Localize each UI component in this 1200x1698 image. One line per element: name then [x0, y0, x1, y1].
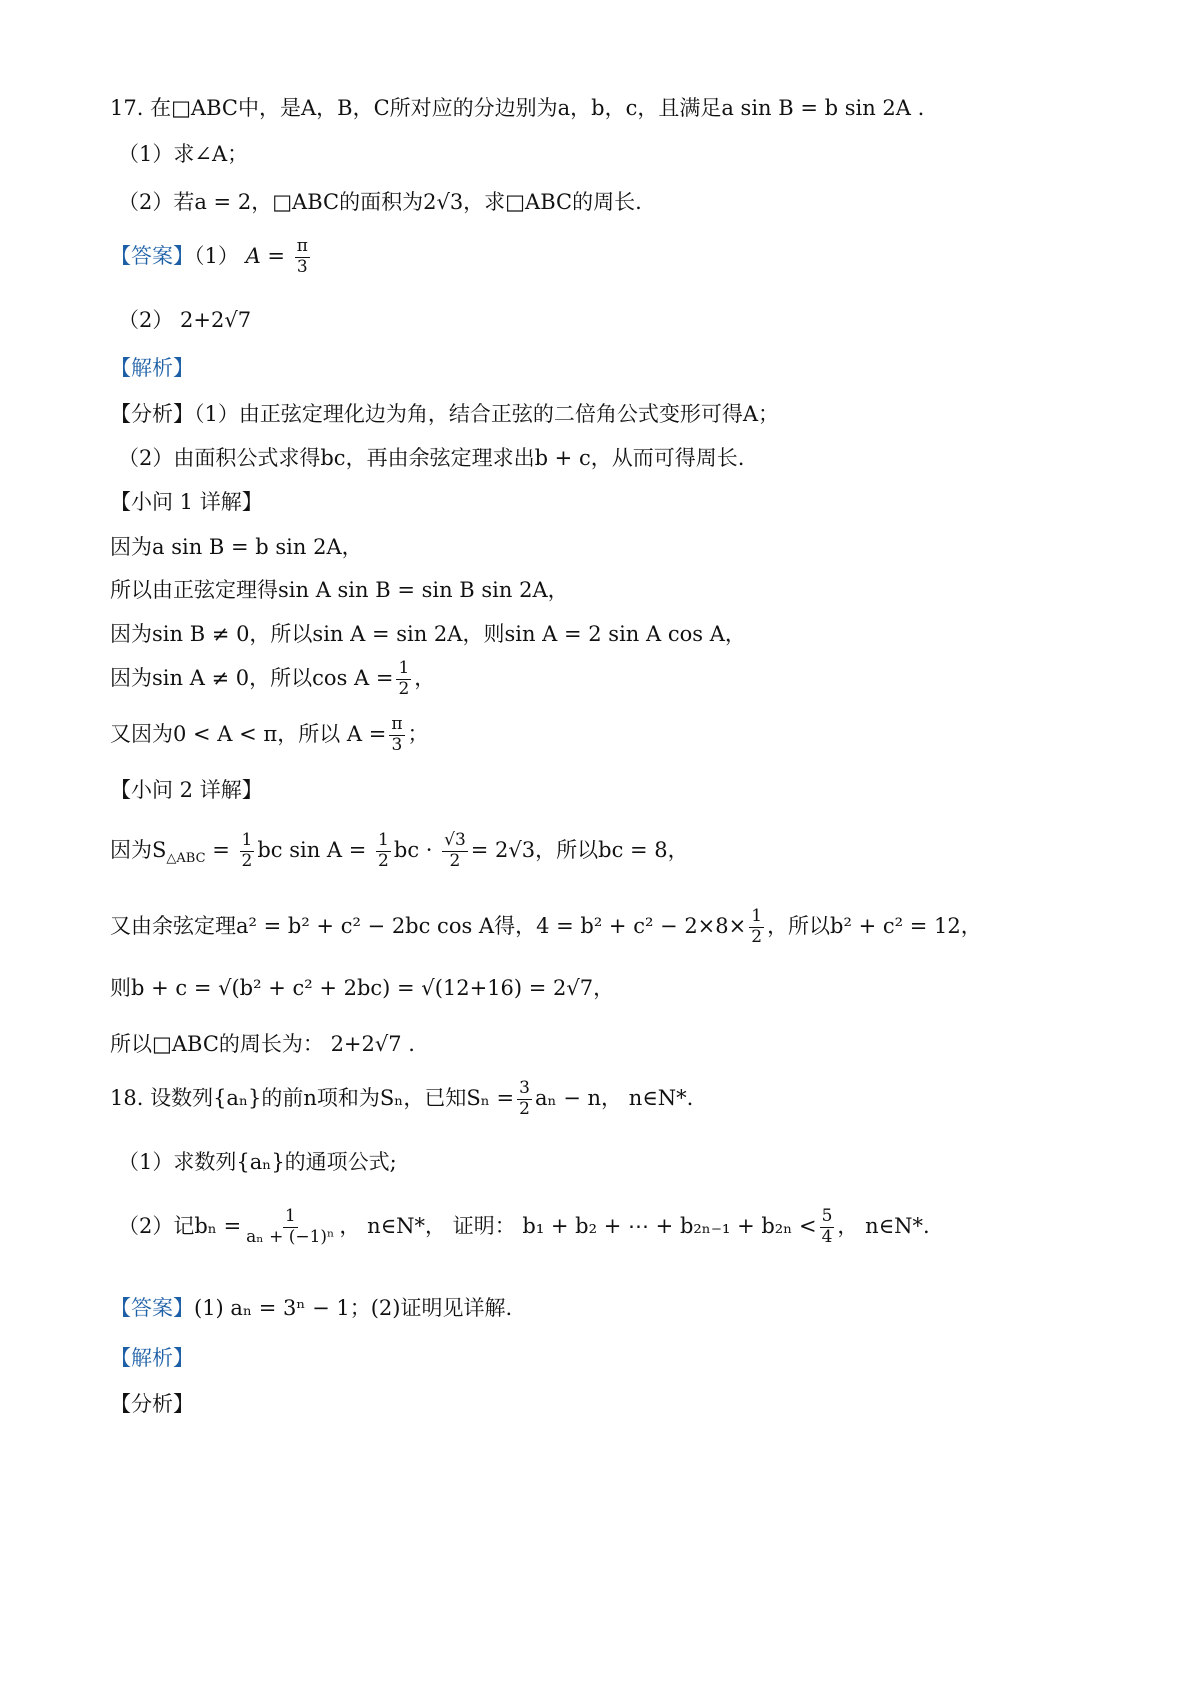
fenxi-line1	[110, 402, 779, 427]
sub2-tag: 【小问 2 详解】	[110, 778, 263, 802]
s2-l1-e: = 2√3，所以bc = 8，	[470, 837, 689, 862]
fenxi-tag: 【分析】	[110, 402, 194, 426]
s2-line2	[110, 908, 982, 947]
s2-l1-c: bc sin A =	[257, 837, 367, 862]
q17-answer2: （2） 2+2√7	[118, 308, 252, 332]
q18-p2-fraction	[244, 1208, 336, 1247]
q18-answer	[110, 1296, 512, 1321]
q18-part2	[118, 1208, 930, 1247]
q18-answer-tag: 【答案】	[110, 1296, 194, 1320]
frac-den: 2	[751, 926, 763, 947]
frac-den: 2	[449, 850, 461, 871]
frac-num: 3	[519, 1078, 530, 1098]
s2-l2-b: ，所以b² + c² = 12，	[767, 913, 982, 938]
answer-tag: 【答案】	[110, 243, 194, 268]
s2-line3: 则b + c = √(b² + c² + 2bc) = √(12+16) = 2√7，	[110, 976, 615, 1000]
q18-p2-a: （2）记bₙ =	[118, 1213, 242, 1238]
sub1-tag: 【小问 1 详解】	[110, 490, 263, 514]
frac-num: 1	[241, 830, 253, 850]
s2-line4: 所以□ABC的周长为： 2+2√7 .	[110, 1032, 415, 1056]
q18-p2-c: ， n∈N*.	[837, 1213, 930, 1238]
q18-part1: （1）求数列{aₙ}的通项公式;	[118, 1150, 397, 1174]
s1-line3: 因为sin B ≠ 0，所以sin A = sin 2A，则sin A = 2 sin A cos A，	[110, 622, 746, 646]
frac-num: π	[391, 714, 403, 734]
q18-fraction	[517, 1080, 532, 1119]
answer1-prefix: （1）	[194, 243, 239, 268]
s1-line1: 因为a sin B = b sin 2A，	[110, 535, 363, 559]
q18-stem-a: 18. 设数列{aₙ}的前n项和为Sₙ，已知Sₙ =	[110, 1085, 515, 1110]
s2-l1-sub: △ABC	[166, 851, 206, 867]
s1-line4-text: 因为sin A ≠ 0，所以cos A =	[110, 665, 394, 690]
frac-den: 2	[378, 850, 389, 871]
s1-line5-text: 又因为0 < A < π，所以 A =	[110, 721, 387, 746]
half-fraction	[376, 832, 391, 871]
half-fraction	[240, 832, 255, 871]
q18-analysis-tag: 【解析】	[110, 1346, 194, 1370]
s1-line4	[110, 660, 435, 699]
frac-den: aₙ + (−1)ⁿ	[246, 1226, 335, 1247]
q18-fenxi-tag: 【分析】	[110, 1392, 194, 1416]
q17-stem: 17. 在□ABC中，是A，B，C所对应的分边别为a，b，c，且满足a sin B = b sin 2A .	[110, 96, 925, 120]
sqrt3-fraction	[442, 832, 468, 871]
q18-answer-text: (1) aₙ = 3ⁿ − 1；(2)证明见详解.	[194, 1296, 513, 1320]
s1-line5-fraction	[389, 716, 404, 755]
frac-num: 1	[284, 1206, 296, 1226]
answer1-fraction	[295, 238, 310, 277]
s1-line5-end: ；	[407, 721, 429, 746]
s1-line4-fraction	[396, 660, 411, 699]
q18-stem	[110, 1080, 693, 1119]
answer1-lhs: A =	[245, 243, 285, 268]
half-fraction	[749, 908, 764, 947]
s2-l1-b: =	[212, 837, 230, 862]
s2-l1-a: 因为S	[110, 837, 167, 862]
s1-line2: 所以由正弦定理得sin A sin B = sin B sin 2A，	[110, 578, 569, 602]
frac-den: 4	[821, 1226, 833, 1247]
s2-l2-a: 又由余弦定理a² = b² + c² − 2bc cos A得，4 = b² + c² − 2×8×	[110, 913, 747, 938]
s2-line1	[110, 832, 689, 871]
fenxi2: （2）由面积公式求得bc，再由余弦定理求出b + c，从而可得周长.	[118, 446, 745, 470]
q17-part2: （2）若a = 2，□ABC的面积为2√3，求□ABC的周长.	[118, 190, 642, 214]
frac-num: √3	[444, 830, 466, 850]
frac-den: 2	[398, 678, 410, 699]
fenxi1: （1）由正弦定理化边为角，结合正弦的二倍角公式变形可得A；	[194, 402, 780, 426]
q17-part1: （1）求∠A；	[118, 142, 249, 166]
frac-num: 1	[378, 830, 389, 850]
s1-line5	[110, 716, 429, 755]
q18-p2-54-fraction	[820, 1208, 835, 1247]
s1-line4-end: ，	[414, 665, 436, 690]
frac-den: 3	[391, 734, 403, 755]
frac-num: 1	[751, 906, 763, 926]
q17-answer-line1	[110, 238, 313, 277]
s2-l1-d: bc ·	[393, 837, 433, 862]
frac-num: 5	[821, 1206, 833, 1226]
analysis-tag: 【解析】	[110, 356, 194, 380]
frac-den: 2	[519, 1098, 530, 1119]
answer1-den: 3	[296, 256, 308, 277]
q18-p2-b: ， n∈N*， 证明： b₁ + b₂ + ⋯ + b₂ₙ₋₁ + b₂ₙ <	[339, 1213, 817, 1238]
q18-stem-b: aₙ − n， n∈N*.	[534, 1085, 694, 1110]
answer1-num: π	[296, 236, 308, 256]
frac-den: 2	[241, 850, 253, 871]
frac-num: 1	[398, 658, 410, 678]
